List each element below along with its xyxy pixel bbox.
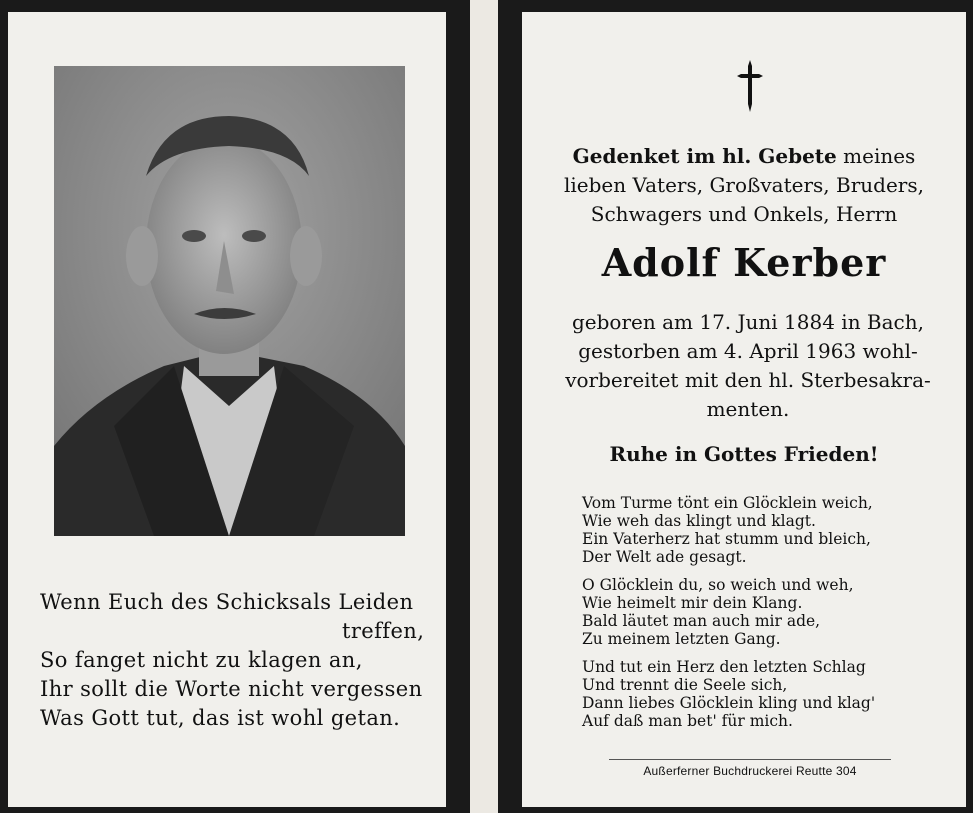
dates-line: geboren am 17. Juni 1884 in Bach, xyxy=(571,310,924,334)
rest-in-peace: Ruhe in Gottes Frieden! xyxy=(609,442,879,466)
verse-line: Ein Vaterherz hat stumm und bleich, xyxy=(582,530,871,548)
card-fold xyxy=(470,0,498,813)
dates-line: menten. xyxy=(706,397,790,421)
verse-stanza-1 xyxy=(582,494,942,566)
left-verse xyxy=(40,588,430,733)
verse-line: Der Welt ade gesagt. xyxy=(582,548,747,566)
intro-line: Schwagers und Onkels, Herrn xyxy=(590,202,898,226)
intro-line: lieben Vaters, Großvaters, Bruders, xyxy=(564,173,924,197)
printer-imprint: Außerferner Buchdruckerei Reutte 304 xyxy=(643,764,857,778)
left-verse-line: Ihr sollt die Worte nicht vergessen xyxy=(40,677,423,701)
verse-line: Zu meinem letzten Gang. xyxy=(582,630,781,648)
dates-line: gestorben am 4. April 1963 wohl- xyxy=(578,339,918,363)
verse-line: Bald läutet man auch mir ade, xyxy=(582,612,821,630)
left-verse-line: So fanget nicht zu klagen an, xyxy=(40,648,363,672)
verse-line: Vom Turme tönt ein Glöcklein weich, xyxy=(582,494,873,512)
intro-text xyxy=(540,142,948,229)
verse-stanza-3 xyxy=(582,658,942,730)
verse-line: Auf daß man bet' für mich. xyxy=(582,712,793,730)
verse-line: Und tut ein Herz den letzten Schlag xyxy=(582,658,866,676)
intro-bold: Gedenket im hl. Gebete xyxy=(572,144,837,168)
left-verse-line: treffen, xyxy=(342,619,425,643)
verse-line: Dann liebes Glöcklein kling und klag' xyxy=(582,694,876,712)
verse-line: O Glöcklein du, so weich und weh, xyxy=(582,576,854,594)
left-verse-line: Wenn Euch des Schicksals Leiden xyxy=(40,590,414,614)
cross-icon xyxy=(735,58,765,114)
dates-text xyxy=(554,308,942,424)
left-verse-line: Was Gott tut, das ist wohl getan. xyxy=(40,706,401,730)
verse-line: Und trennt die Seele sich, xyxy=(582,676,788,694)
verse-stanza-2 xyxy=(582,576,942,648)
dates-line: vorbereitet mit den hl. Sterbesakra- xyxy=(565,368,931,392)
deceased-name: Adolf Kerber xyxy=(601,240,887,285)
portrait-photo xyxy=(54,66,405,536)
divider xyxy=(609,759,891,760)
verse-line: Wie weh das klingt und klagt. xyxy=(582,512,816,530)
verse-line: Wie heimelt mir dein Klang. xyxy=(582,594,803,612)
intro-rest: meines xyxy=(836,144,916,168)
